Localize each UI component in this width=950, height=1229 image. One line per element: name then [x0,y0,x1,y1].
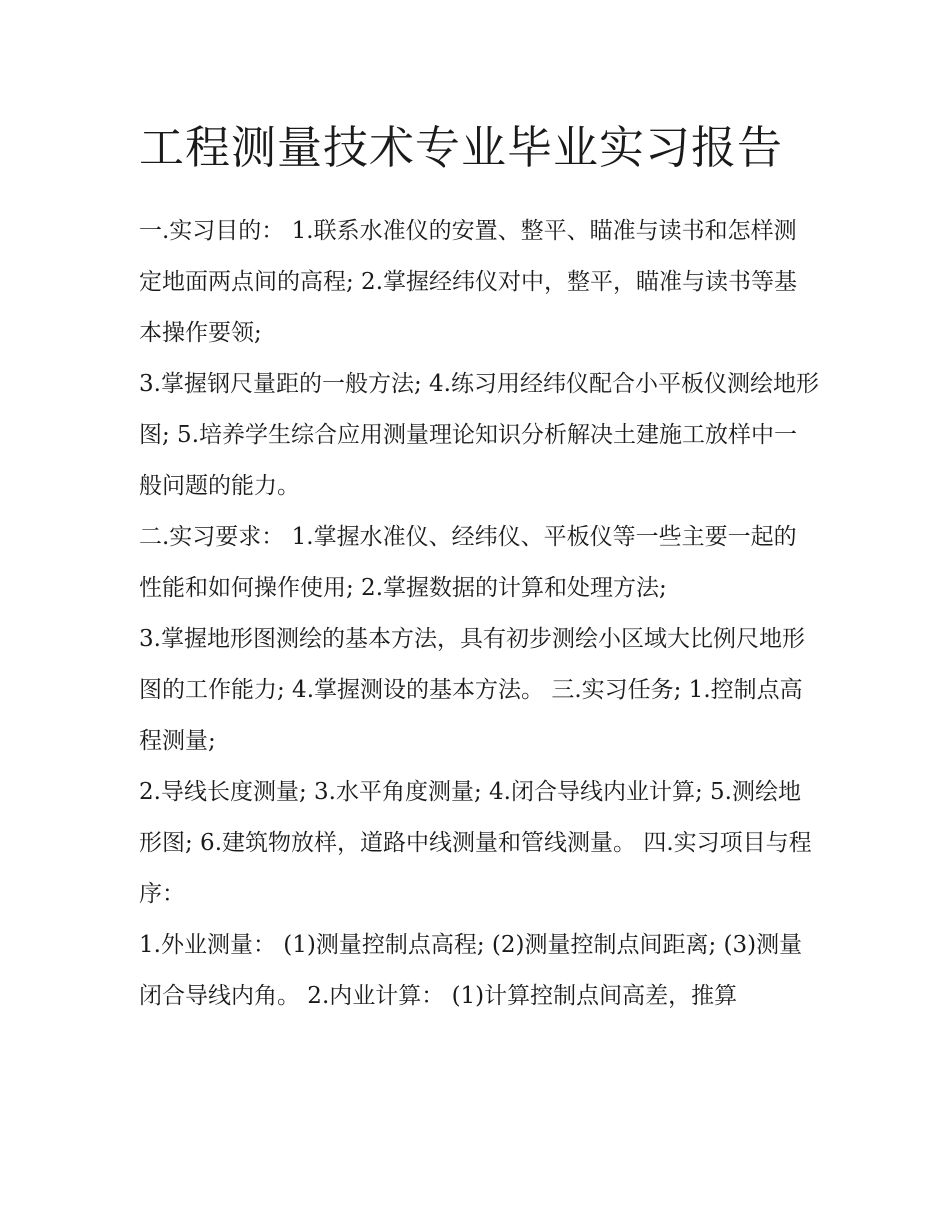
document-title: 工程测量技术专业毕业实习报告 [139,121,784,174]
paragraph-objectives: 一.实习目的： 1.联系水准仪的安置、整平、瞄准与读书和怎样测定地面两点间的高程; 2.掌握经纬仪对中，整平，瞄准与读书等基本操作要领; [139,218,798,346]
paragraph-tasks: 2.导线长度测量; 3.水平角度测量; 4.闭合导线内业计算; 5.测绘地形图; 6.建筑物放样，道路中线测量和管线测量。 四.实习项目与程序： [139,779,812,907]
paragraph-objectives-cont: 3.掌握钢尺量距的一般方法; 4.练习用经纬仪配合小平板仪测绘地形图; 5.培养学生综合应用测量理论知识分析解决土建施工放样中一般问题的能力。 [139,371,819,499]
paragraph-procedures: 1.外业测量： (1)测量控制点高程; (2)测量控制点间距离; (3)测量闭合导线内角。 2.内业计算： (1)计算控制点间高差，推算 [139,932,803,1009]
document-page [139,110,819,1022]
paragraph-requirements-cont: 3.掌握地形图测绘的基本方法，具有初步测绘小区域大比例尺地形图的工作能力; 4.掌握测设的基本方法。 三.实习任务; 1.控制点高程测量; [139,626,805,754]
paragraph-requirements: 二.实习要求： 1.掌握水准仪、经纬仪、平板仪等一些主要一起的性能和如何操作使用; 2.掌握数据的计算和处理方法; [139,524,797,601]
